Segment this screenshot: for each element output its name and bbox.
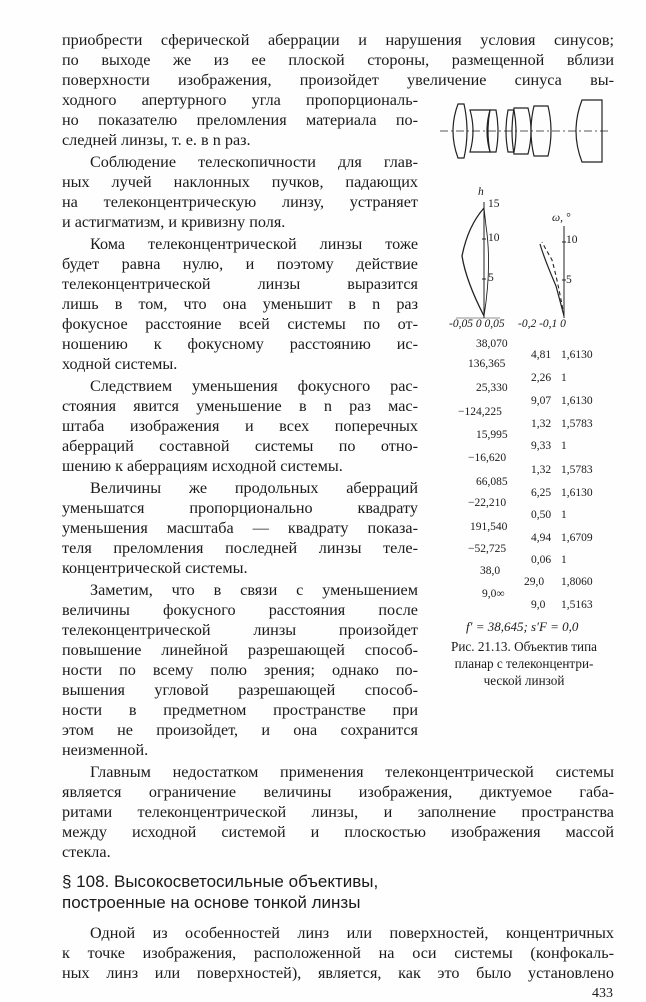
radius-value: 136,365 [468,358,506,370]
text-line: к точке изображения, расположенной на оси системы (конфокаль- [62,944,614,962]
text-line: аберраций составной системы по отно- [62,437,418,455]
figure-caption: ческой линзой [483,673,565,688]
thickness-value: 2,26 [531,372,552,384]
text-line: ношению к фокусному расстоянию ис- [62,335,418,353]
thickness-value: 6,25 [531,487,552,499]
index-value: 1,5163 [561,599,593,611]
text-line: стекла. [62,843,111,861]
index-value: 1 [561,554,567,566]
text-line: и астигматизм, и кривизну поля. [62,213,286,231]
text-line: ных лучей наклонных пучков, падающих [62,173,418,191]
radius-value: 191,540 [470,521,508,533]
text-line: ходного апертурного угла пропорциональ- [62,91,418,109]
thickness-value: 4,94 [531,532,552,544]
text-line: ходной системы. [62,355,178,373]
text-line: вышения угловой разрешающей способ- [62,681,418,699]
section-heading: построенные на основе тонкой линзы [62,893,361,912]
text-line: ности по всему полю зрения; однако по- [62,661,418,679]
text-line: следней линзы, т. е. в n раз. [62,131,251,149]
index-value: 1,6130 [561,395,593,407]
thickness-value: 1,32 [531,418,552,430]
x-ticks: -0,05 0 0,05 [449,318,505,330]
text-line: на телеконцентрическую линзу, устраняет [62,193,418,211]
page-number: 433 [592,986,613,1001]
h-axis-label: h [478,186,484,198]
radius-value: 25,330 [476,382,508,394]
text-line: поверхности изображения, произойдет увеличение синуса вы- [62,71,614,89]
text-line: между исходной системой и плоскостью изображения массой [62,823,614,841]
text-line: Главным недостатком применения телеконцентрической системы [90,763,614,781]
text-line: штаба изображения и всех поперечных [62,417,418,435]
tick-label: 10 [488,232,500,244]
text-line: стояния явится уменьшение в n раз мас- [62,397,418,415]
text-line: теля преломления последней линзы теле- [62,539,418,557]
text-line: Кома телеконцентрической линзы тоже [90,235,418,253]
text-line: шению к аберрациям исходной системы. [62,457,343,475]
radius-value: −22,210 [468,497,507,509]
text-line: уменьшатся пропорционально квадрату [62,499,418,517]
thickness-value: 4,81 [531,349,552,361]
text-line: является ограничение величины изображения, диктуемое габа- [62,783,614,801]
thickness-value: 29,0 [524,576,545,588]
text-line: телеконцентрической линзы выразится [62,275,418,293]
text-line: уменьшения масштаба — квадрату показа- [62,519,418,537]
text-line: Следствием уменьшения фокусного рас- [90,377,418,395]
figure-caption: планар с телеконцентри- [454,656,594,671]
index-value: 1,6130 [561,487,593,499]
thickness-value: 0,06 [531,554,552,566]
text-line: ритами телеконцентрической линзы, и заполнение пространства [62,803,614,821]
index-value: 1,5783 [561,418,593,430]
radius-value: 9,0∞ [482,588,505,600]
index-value: 1,8060 [561,576,593,588]
tick-label: 5 [566,274,572,286]
text-line: фокусное расстояние всей системы по от- [62,315,418,333]
text-line: ных линз или поверхностей), является, как это было установлено [62,964,614,982]
text-line: телеконцентрической линзы произойдет [62,621,418,639]
text-line: приобрести сферической аберрации и нарушения условия синусов; [62,31,614,49]
text-line: Величины же продольных аберраций [90,479,418,497]
tick-label: 10 [566,234,578,246]
text-line: лишь в том, что она уменьшит в n раз [62,295,418,313]
tick-label: 5 [488,272,494,284]
index-value: 1,6130 [561,349,593,361]
text-line: величины фокусного расстояния после [62,601,418,619]
thickness-value: 9,07 [531,395,552,407]
index-value: 1 [561,372,567,384]
radius-value: −52,725 [468,543,507,555]
radius-value: −124,225 [458,406,502,418]
index-value: 1 [561,440,567,452]
figure-caption: Рис. 21.13. Объектив типа [451,639,597,654]
tick-label: 15 [488,198,500,210]
radius-value: 38,070 [476,338,508,350]
text-line: Одной из особенностей линз или поверхностей, концентричных [90,924,614,942]
index-value: 1,6709 [561,532,593,544]
radius-value: 66,085 [476,476,508,488]
text-line: ности в предметном пространстве при [62,701,418,719]
index-value: 1 [561,509,567,521]
text-line: Заметим, что в связи с уменьшением [90,581,418,599]
text-line: по выходе же из ее плоской стороны, размещенной вблизи [62,51,614,69]
x-ticks: -0,2 -0,1 0 [518,318,566,330]
thickness-value: 0,50 [531,509,552,521]
omega-axis-label: ω, ° [552,212,571,224]
thickness-value: 1,32 [531,464,552,476]
focal-formula: f′ = 38,645; s′F = 0,0 [466,619,579,634]
text-line: повышение линейной разрешающей способ- [62,641,418,659]
radius-value: 38,0 [480,565,501,577]
text-line: этом не произойдет, и она сохранится [62,721,418,739]
index-value: 1,5783 [561,464,593,476]
text-line: но показателю преломления материала по- [62,111,418,129]
text-line: концентрической системы. [62,559,248,577]
aberration-plots [448,186,618,332]
radius-value: 15,995 [476,429,508,441]
text-line: Соблюдение телескопичности для глав- [90,153,418,171]
section-heading: § 108. Высокосветосильные объективы, [62,872,379,891]
radius-value: −16,620 [468,452,507,464]
lens-diagram [440,96,610,166]
thickness-value: 9,33 [531,440,552,452]
text-line: будет равна нулю, и поэтому действие [62,255,418,273]
thickness-value: 9,0 [531,599,546,611]
text-line: неизменной. [62,741,149,759]
